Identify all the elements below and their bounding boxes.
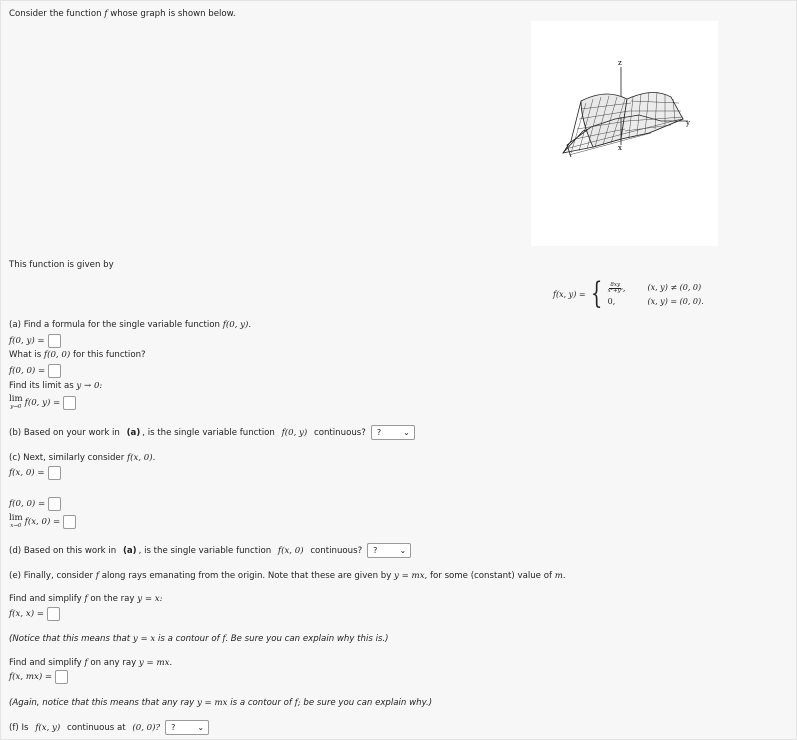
part-f-question: (f) Is f(x, y) continuous at (0, 0)? ? ⌄ [9, 720, 209, 735]
part-e-find2: Find and simplify f on any ray y = mx. [9, 658, 173, 668]
part-e-expr1: f(x, x) = [9, 607, 60, 621]
formula-lhs: f(x, y) = [553, 289, 586, 299]
part-c-expr1: f(x, 0) = [9, 466, 61, 480]
chevron-down-icon: ⌄ [399, 546, 407, 555]
function-graph [531, 21, 718, 246]
part-a-question3: Find its limit as y → 0: [9, 381, 103, 391]
part-b-question: (b) Based on your work in (a) , is the single variable function f(0, y) continuous? ? ⌄ [9, 425, 415, 440]
part-d-select[interactable]: ? ⌄ [367, 543, 411, 558]
part-e-intro: (e) Finally, consider f along rays emanating from the origin. Note that these are given by y = mx, for some (constant) value of m. [9, 571, 566, 581]
given-by-text: This function is given by [9, 260, 114, 270]
intro-text: Consider the function f whose graph is shown below. [9, 9, 236, 19]
part-e-note1: (Notice that this means that y = x is a contour of f. Be sure you can explain why this is.) [9, 634, 389, 644]
axis-z-label: z [618, 59, 622, 67]
formula-cases [608, 283, 704, 306]
part-e-expr2: f(x, mx) = [9, 670, 68, 684]
part-a-question2: What is f(0, 0) for this function? [9, 350, 146, 360]
axis-x-label: x [618, 144, 622, 152]
surface-plot [531, 21, 718, 246]
part-d-question: (d) Based on this work in (a) , is the single variable function f(x, 0) continuous? ? ⌄ [9, 543, 411, 558]
chevron-down-icon: ⌄ [403, 428, 410, 437]
chevron-down-icon: ⌄ [197, 723, 205, 732]
answer-fxx[interactable] [47, 607, 60, 621]
part-c-expr2: f(0, 0) = [9, 497, 61, 511]
answer-limit-y[interactable] [63, 396, 76, 410]
part-e-note2: (Again, notice that this means that any ray y = mx is a contour of f; be sure you can explain why.) [9, 698, 433, 708]
answer-limit-x[interactable] [63, 515, 76, 529]
answer-fxmx[interactable] [55, 670, 68, 684]
answer-f0y[interactable] [48, 334, 61, 348]
answer-f00-c[interactable] [48, 497, 61, 511]
answer-fx0[interactable] [48, 466, 61, 480]
piecewise-formula [553, 276, 704, 311]
case2-value: 0, [607, 296, 616, 306]
part-b-select[interactable]: ? ⌄ [371, 425, 415, 440]
case1-condition: (x, y) ≠ (0, 0) [647, 282, 702, 292]
axis-y-label: y [686, 119, 690, 127]
part-e-find1: Find and simplify f on the ray y = x: [9, 594, 163, 604]
part-a-limit: lim y→0 f(0, y) = [9, 395, 76, 410]
case1-value: $\frac{8xy}{\text{x²+y²}}$ , [607, 281, 626, 294]
part-a-expr1: f(0, y) = [9, 334, 61, 348]
case2-condition: (x, y) = (0, 0). [647, 296, 704, 306]
part-c-limit: lim x→0 f(x, 0) = [9, 514, 76, 529]
part-a-expr2: f(0, 0) = [9, 364, 61, 378]
part-a-title: (a) Find a formula for the single variable function f(0, y). [9, 320, 252, 330]
answer-f00-a[interactable] [48, 364, 61, 378]
part-f-select[interactable]: ? ⌄ [165, 720, 209, 735]
part-c-title: (c) Next, similarly consider f(x, 0). [9, 453, 156, 463]
formula-brace: { [590, 276, 602, 311]
